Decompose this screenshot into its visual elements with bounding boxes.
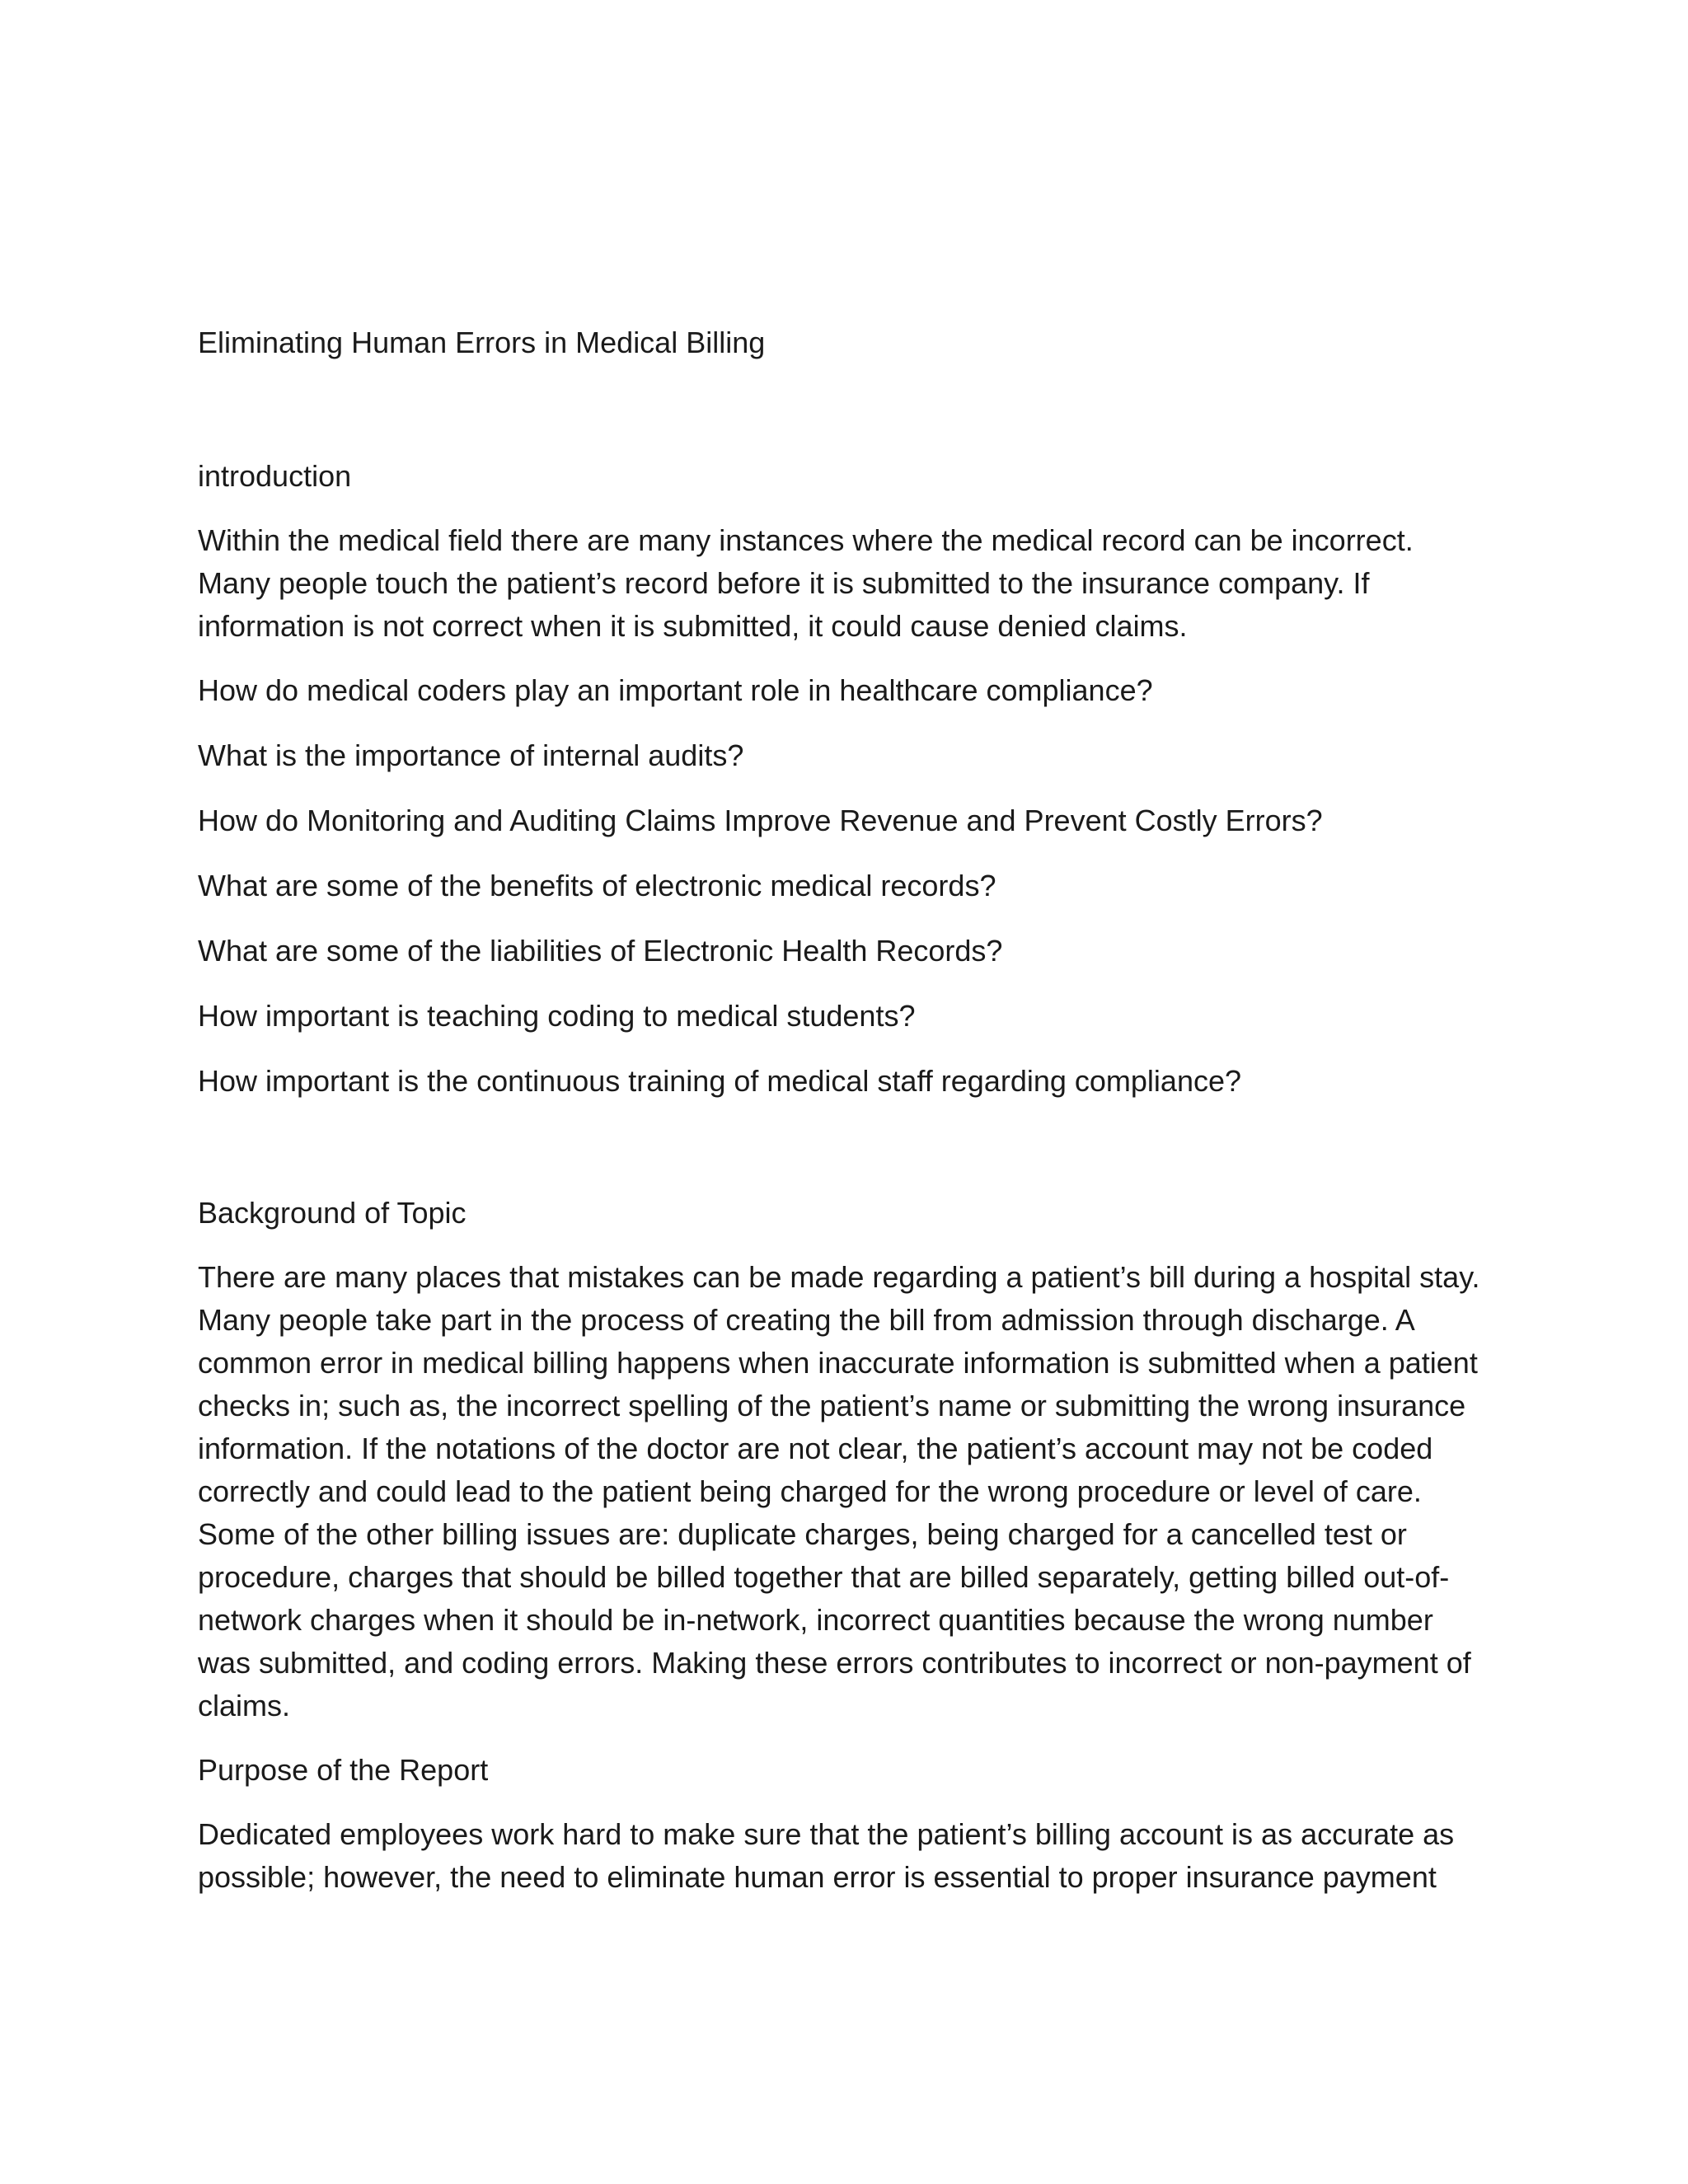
background-heading: Background of Topic xyxy=(198,1196,467,1230)
research-questions-list xyxy=(198,669,1484,1103)
purpose-paragraph: Dedicated employees work hard to make sure that the patient’s billing account is as accurate as possible; however, the need to eliminate human error is essential to proper insurance payment xyxy=(198,1817,1455,1894)
research-question: What is the importance of internal audits? xyxy=(198,738,744,772)
document-title: Eliminating Human Errors in Medical Billing xyxy=(198,326,766,359)
background-paragraph: There are many places that mistakes can be made regarding a patient’s bill during a hospital stay. Many people take part in the process of creating the bill from admission through discharge. A common error in medical billing happens when inaccurate information is submitted when a patient checks in; such as, the incorrect spelling of the patient’s name or submitting the wrong insurance information. If the notations of the doctor are not clear, the patient’s account may not be coded correctly and could lead to the patient being charged for the wrong procedure or level of care. Some of the other billing issues are: duplicate charges, being charged for a cancelled test or procedure, charges that should be billed together that are billed separately, getting billed out-of-network charges when it should be in-network, incorrect quantities because the wrong number was submitted, and coding errors. Making these errors contributes to incorrect or non-payment of claims. xyxy=(198,1260,1480,1722)
research-question: How do medical coders play an important role in healthcare compliance? xyxy=(198,673,1153,707)
research-question: What are some of the liabilities of Electronic Health Records? xyxy=(198,934,1003,968)
introduction-heading: introduction xyxy=(198,459,352,493)
document-body xyxy=(198,321,1484,1899)
research-question: What are some of the benefits of electronic medical records? xyxy=(198,869,996,902)
introduction-paragraph: Within the medical field there are many instances where the medical record can be incorrect. Many people touch the patient’s record before it is submitted to the insurance company. If information is not correct when it is submitted, it could cause denied claims. xyxy=(198,523,1414,643)
research-question: How important is the continuous training of medical staff regarding compliance? xyxy=(198,1064,1242,1098)
research-question: How do Monitoring and Auditing Claims Improve Revenue and Prevent Costly Errors? xyxy=(198,804,1323,837)
purpose-heading: Purpose of the Report xyxy=(198,1753,489,1787)
research-question: How important is teaching coding to medical students? xyxy=(198,999,916,1033)
